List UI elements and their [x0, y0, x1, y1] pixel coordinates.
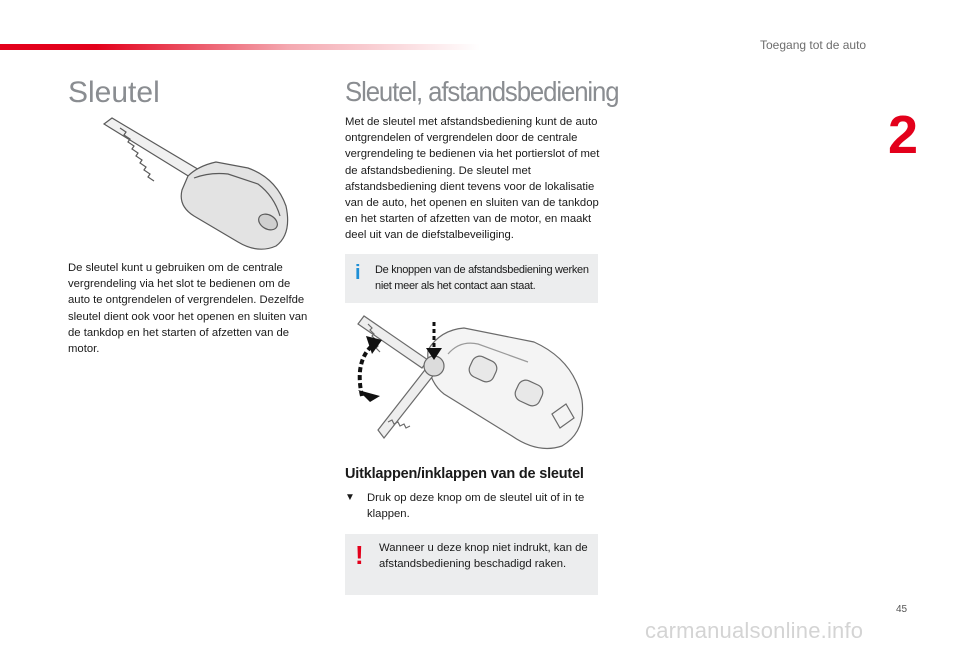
warning-note-box	[345, 534, 598, 595]
right-title: Sleutel, afstandsbediening	[345, 76, 619, 107]
remote-key-illustration	[348, 310, 598, 460]
top-accent-bar	[0, 44, 480, 50]
info-note-text: De knoppen van de afstandsbediening werken niet meer als het contact aan staat.	[375, 264, 589, 292]
bullet-triangle-icon: ▼	[345, 492, 355, 503]
right-paragraph: Met de sleutel met afstandsbediening kunt de auto ontgrendelen of vergrendelen door de centrale vergrendeling te bedienen via het portierslot of met de afstandsbediening. De sleutel met afstandsbediening dient tevens voor de lokalisatie van de auto, het openen en sluiten van de tankdop en het starten of afzetten van de motor, en maakt deel uit van de diefstalbeveiliging.	[345, 116, 600, 242]
info-icon: i	[355, 262, 361, 284]
info-note-box	[345, 254, 598, 303]
subheading: Uitklappen/inklappen van de sleutel	[345, 466, 584, 482]
plain-key-illustration	[98, 116, 298, 256]
chapter-number: 2	[888, 105, 919, 165]
left-paragraph: De sleutel kunt u gebruiken om de centrale vergrendeling via het slot te bedienen om de auto te ontgrendelen of vergrendelen. Dezelfde sleutel dient ook voor het openen en sluiten van de tankdop en het starten of afzetten van de motor.	[68, 262, 308, 356]
warning-note-text: Wanneer u deze knop niet indrukt, kan de afstandsbediening beschadigd raken.	[379, 542, 588, 570]
exclamation-icon: !	[355, 540, 364, 570]
bullet-text: Druk op deze knop om de sleutel uit of in te klappen.	[367, 492, 585, 521]
watermark: carmanualsonline.info	[645, 618, 864, 643]
page-number: 45	[896, 604, 908, 615]
left-title: Sleutel	[68, 76, 160, 109]
section-title: Toegang tot de auto	[760, 38, 867, 52]
